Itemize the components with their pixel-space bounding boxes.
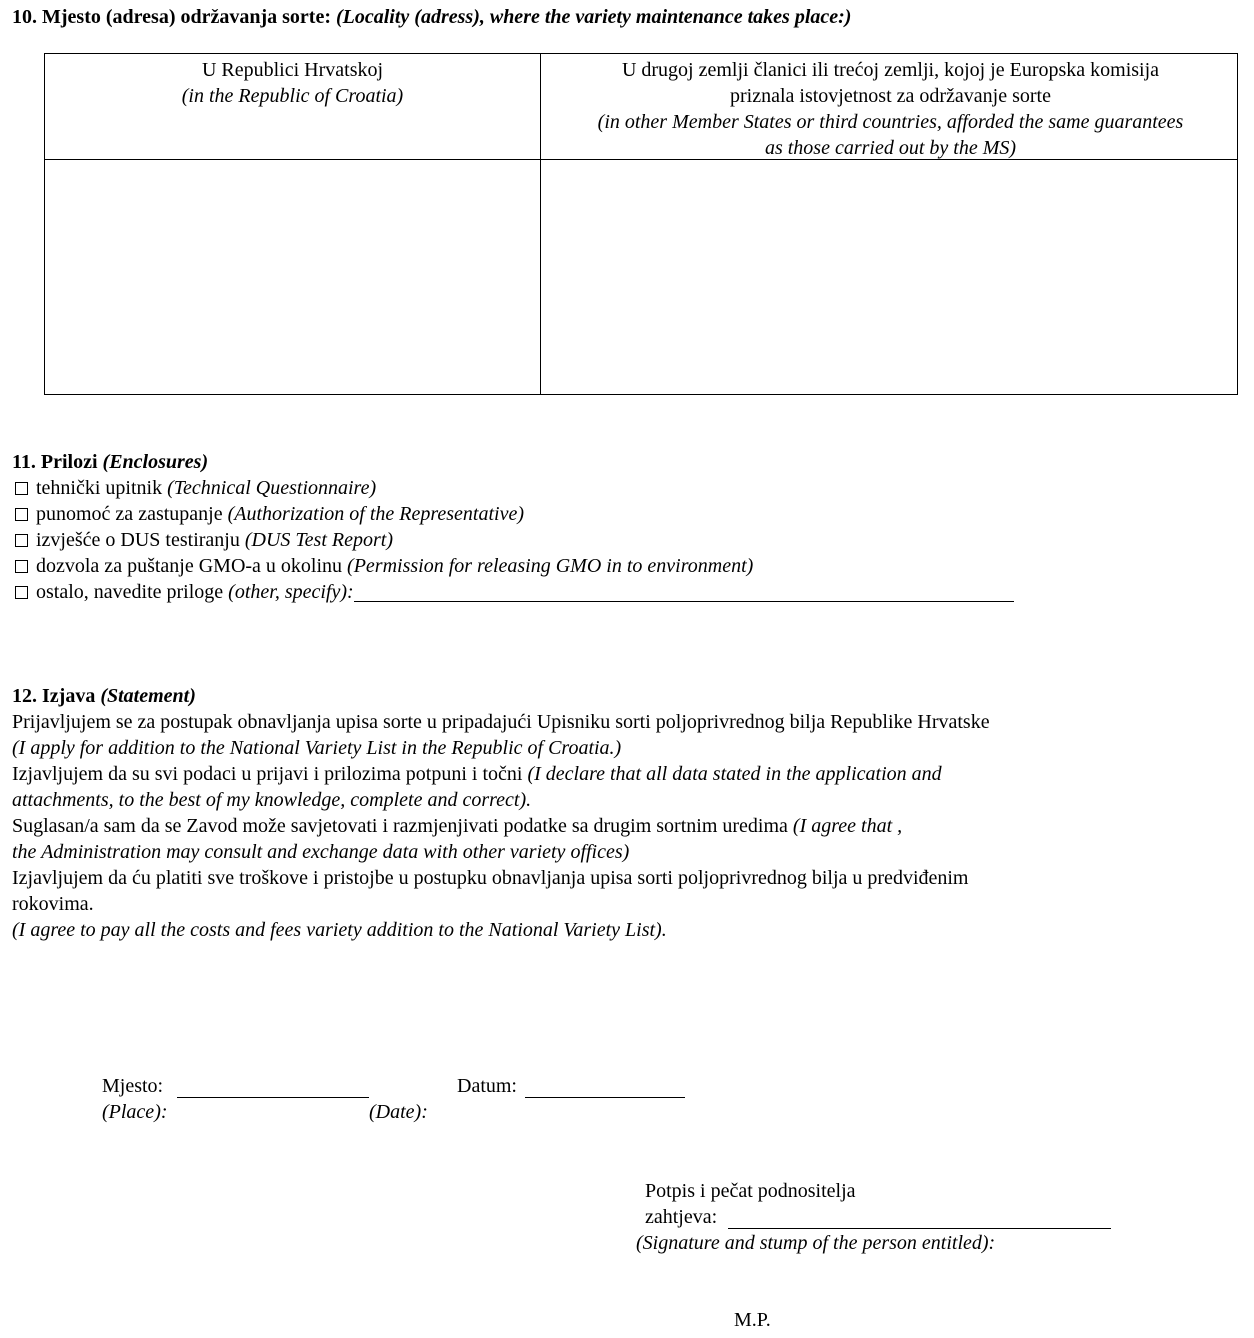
- section-12-heading-en: (Statement): [100, 685, 196, 707]
- section-10-title-hr: 10. Mjesto (adresa) održavanja sorte:: [12, 6, 331, 28]
- column-header-other-label-en-1: (in other Member States or third countries, afforded the same guarantees: [597, 111, 1184, 133]
- section-11-enclosures: [12, 449, 1014, 605]
- section-10-title: [12, 4, 851, 30]
- section-12-heading: [12, 683, 1212, 709]
- column-header-croatia-label: U Republici Hrvatskoj: [201, 59, 384, 81]
- statement-line-1-en: (I apply for addition to the National Variety List in the Republic of Croatia.): [12, 737, 622, 759]
- statement-line-3-en-b: the Administration may consult and exchange data with other variety offices): [12, 841, 630, 863]
- enclosure-label: izvješće o DUS testiranju: [36, 529, 240, 551]
- date-label-en: (Date):: [369, 1101, 428, 1123]
- enclosure-label-en: (Technical Questionnaire): [167, 477, 377, 499]
- enclosure-item: [12, 527, 1014, 553]
- column-header-croatia: [45, 57, 540, 109]
- enclosure-label-en: (DUS Test Report): [244, 529, 393, 551]
- enclosure-label-en: (Authorization of the Representative): [227, 503, 525, 525]
- enclosure-checkbox-technical-questionnaire[interactable]: [15, 482, 28, 495]
- enclosure-label: ostalo, navedite priloge: [36, 581, 224, 603]
- enclosure-label: punomoć za zastupanje: [36, 503, 223, 525]
- statement-line-2: [12, 761, 1212, 787]
- place-label: Mjesto:: [102, 1075, 164, 1097]
- section-11-heading: [12, 449, 1014, 475]
- section-12-heading-hr: 12. Izjava: [12, 685, 96, 707]
- column-header-other-label-1: U drugoj zemlji članici ili trećoj zemlji, kojoj je Europska komisija: [621, 59, 1160, 81]
- column-header-other-label-2: priznala istovjetnost za održavanje sorte: [730, 85, 1051, 107]
- statement-line-2-en-b: attachments, to the best of my knowledge, complete and correct).: [12, 789, 532, 811]
- enclosure-item: [12, 553, 1014, 579]
- date-input-line[interactable]: [525, 1079, 685, 1098]
- signature-label-line-1: Potpis i pečat podnositelja: [645, 1180, 856, 1202]
- enclosure-checkbox-authorization[interactable]: [15, 508, 28, 521]
- statement-line-3-en-a: (I agree that ,: [792, 815, 903, 837]
- column-header-other-label-en-2: as those carried out by the MS): [764, 137, 1017, 159]
- signature-input-line[interactable]: [728, 1210, 1111, 1229]
- enclosure-checkbox-other[interactable]: [15, 586, 28, 599]
- enclosure-checkbox-gmo-permission[interactable]: [15, 560, 28, 573]
- other-states-locality-field[interactable]: [542, 161, 1237, 394]
- statement-line-1: Prijavljujem se za postupak obnavljanja upisa sorte u pripadajući Upisniku sorti poljoprivrednog bilja Republike Hrvatske: [12, 711, 990, 733]
- enclosure-label-en: (other, specify):: [228, 581, 354, 603]
- column-header-other-states: [542, 57, 1239, 161]
- statement-line-4a: Izjavljujem da ću platiti sve troškove i pristojbe u postupku obnavljanja upisa sorti poljoprivrednog bilja u predviđenim: [12, 867, 969, 889]
- enclosure-item: [12, 501, 1014, 527]
- enclosure-label-en: (Permission for releasing GMO in to environment): [347, 555, 754, 577]
- place-input-line[interactable]: [177, 1079, 369, 1098]
- section-11-heading-en: (Enclosures): [102, 451, 209, 473]
- stamp-placeholder: M.P.: [734, 1309, 771, 1331]
- place-label-en: (Place):: [102, 1101, 168, 1123]
- column-header-croatia-label-en: (in the Republic of Croatia): [181, 85, 404, 107]
- enclosure-item: [12, 475, 1014, 501]
- enclosure-item: [12, 579, 1014, 605]
- other-enclosures-input-line[interactable]: [354, 583, 1014, 602]
- statement-line-4b: rokovima.: [12, 893, 94, 915]
- section-12-statement: [12, 683, 1212, 943]
- section-10-title-en: (Locality (adress), where the variety maintenance takes place:): [336, 6, 852, 28]
- enclosure-label: dozvola za puštanje GMO-a u okolinu: [36, 555, 343, 577]
- statement-line-2-hr: Izjavljujem da su svi podaci u prijavi i prilozima potpuni i točni: [12, 763, 523, 785]
- statement-line-3-hr: Suglasan/a sam da se Zavod može savjetovati i razmjenjivati podatke sa drugim sortnim uredima: [12, 815, 788, 837]
- signature-label-line-2: zahtjeva:: [645, 1206, 718, 1228]
- enclosure-label: tehnički upitnik: [36, 477, 163, 499]
- date-label: Datum:: [457, 1075, 517, 1097]
- table-column-divider: [540, 54, 541, 394]
- statement-line-4-en: (I agree to pay all the costs and fees variety addition to the National Variety List).: [12, 919, 667, 941]
- enclosure-checkbox-dus-report[interactable]: [15, 534, 28, 547]
- signature-label-en: (Signature and stump of the person entitled):: [636, 1232, 996, 1254]
- statement-line-3: [12, 813, 1212, 839]
- section-11-heading-hr: 11. Prilozi: [12, 451, 98, 473]
- statement-line-2-en-a: (I declare that all data stated in the application and: [527, 763, 942, 785]
- locality-table: [44, 53, 1238, 395]
- croatia-locality-field[interactable]: [45, 161, 540, 394]
